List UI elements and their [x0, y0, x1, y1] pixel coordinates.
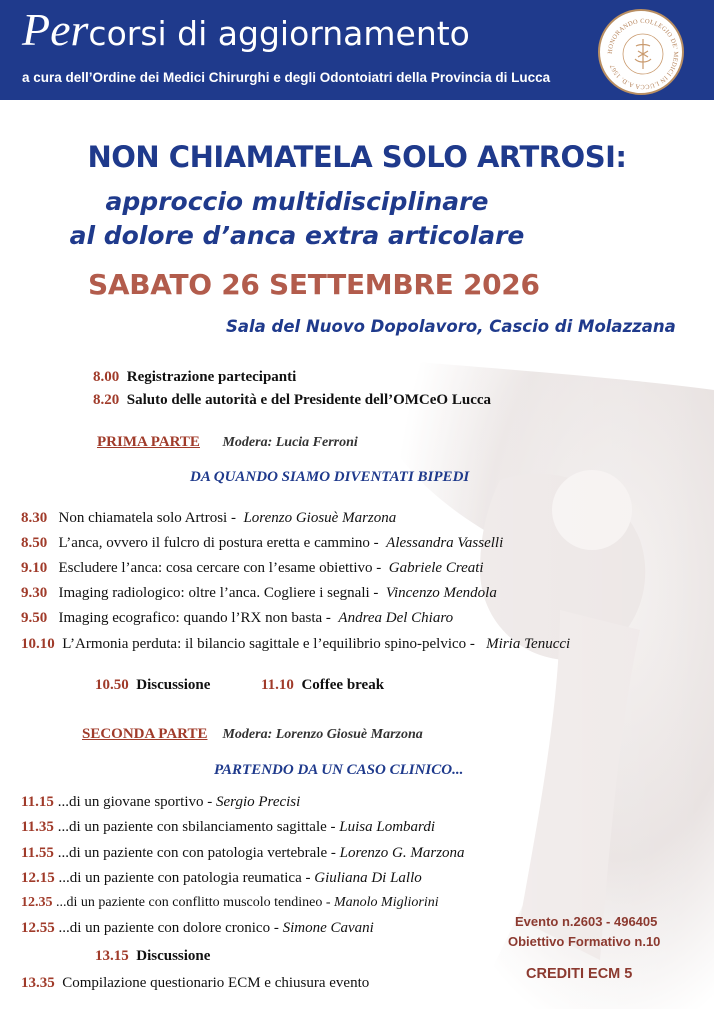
schedule-row	[21, 535, 503, 552]
schedule-row	[21, 845, 465, 862]
schedule-text: ...di un paziente con dolore cronico -	[58, 920, 279, 936]
college-seal-logo	[598, 9, 684, 95]
part2-moderator: Modera: Lorenzo Giosuè Marzona	[222, 727, 423, 742]
seal-text: HONORANDO COLLEGIO DE' MEDICI IN LUCCA A.D. 1567	[606, 17, 680, 91]
part1-heading: DA QUANDO SIAMO DIVENTATI BIPEDI	[190, 469, 470, 485]
schedule-row	[21, 510, 396, 527]
schedule-speaker: Vincenzo Mendola	[385, 585, 497, 601]
intro-time: 8.00	[93, 369, 120, 385]
schedule-time: 11.55	[21, 845, 54, 861]
schedule-row	[21, 895, 439, 911]
schedule-text: Escludere l’anca: cosa cercare con l’esame obiettivo -	[58, 560, 382, 576]
event-venue: Sala del Nuovo Dopolavoro, Cascio di Molazzana	[226, 317, 676, 336]
break-row	[261, 677, 384, 694]
schedule-text: Imaging radiologico: oltre l’anca. Cogliere i segnali -	[58, 585, 379, 601]
schedule-text: Imaging ecografico: quando l’RX non basta -	[58, 610, 331, 626]
schedule-text: L’Armonia perduta: il bilancio sagittale e l’equilibrio spino-pelvico -	[62, 636, 475, 652]
discussion-time: 13.15	[95, 948, 129, 964]
break-time: 10.50	[95, 677, 129, 693]
schedule-speaker: Gabriele Creati	[388, 560, 484, 576]
break-text: Coffee break	[301, 677, 385, 693]
discussion-text: Discussione	[136, 948, 211, 964]
event-date: SABATO 26 SETTEMBRE 2026	[88, 268, 540, 301]
break-row	[95, 677, 210, 694]
schedule-text: Non chiamatela solo Artrosi -	[58, 510, 236, 526]
intro-time: 8.20	[93, 392, 120, 408]
schedule-speaker: Miria Tenucci	[486, 636, 571, 652]
brand-title-initial: Per	[22, 4, 89, 55]
schedule-speaker: Luisa Lombardi	[339, 819, 435, 835]
event-subtitle-line1: approccio multidisciplinare	[105, 187, 489, 216]
closing-text: Compilazione questionario ECM e chiusura evento	[62, 975, 370, 991]
closing-time: 13.35	[21, 975, 55, 991]
schedule-speaker: Simone Cavani	[282, 920, 374, 936]
schedule-time: 8.50	[21, 535, 48, 551]
intro-item	[93, 392, 491, 409]
schedule-text: ...di un paziente con patologia reumatica -	[58, 870, 311, 886]
ecm-objective: Obiettivo Formativo n.10	[508, 934, 661, 949]
seal-ring-icon	[600, 11, 686, 97]
schedule-time: 9.10	[21, 560, 48, 576]
part2-header	[82, 726, 423, 743]
schedule-row	[21, 560, 484, 577]
intro-text: Saluto delle autorità e del Presidente dell’OMCeO Lucca	[126, 392, 492, 408]
schedule-speaker: Giuliana Di Lallo	[314, 870, 422, 886]
closing-row	[21, 975, 369, 992]
schedule-row	[21, 636, 570, 653]
schedule-text: ...di un paziente con con patologia vertebrale -	[57, 845, 336, 861]
schedule-time: 8.30	[21, 510, 48, 526]
schedule-text: L’anca, ovvero il fulcro di postura eretta e cammino -	[58, 535, 379, 551]
schedule-row	[21, 819, 435, 836]
part2-label: SECONDA PARTE	[82, 726, 208, 742]
schedule-time: 12.55	[21, 920, 55, 936]
schedule-time: 12.15	[21, 870, 55, 886]
schedule-speaker: Lorenzo G. Marzona	[339, 845, 465, 861]
schedule-time: 9.50	[21, 610, 48, 626]
schedule-time: 9.30	[21, 585, 48, 601]
ecm-credits: CREDITI ECM 5	[526, 966, 633, 982]
schedule-text: ...di un paziente con sbilanciamento sagittale -	[57, 819, 336, 835]
break-time: 11.10	[261, 677, 294, 693]
schedule-row	[21, 794, 300, 811]
brand-title	[22, 4, 470, 56]
part1-header	[97, 434, 358, 451]
schedule-time: 10.10	[21, 636, 55, 652]
part1-moderator: Modera: Lucia Ferroni	[222, 435, 358, 450]
event-subtitle-line2: al dolore d’anca extra articolare	[69, 221, 525, 250]
schedule-row	[21, 920, 374, 937]
discussion-row	[95, 948, 210, 965]
break-text: Discussione	[136, 677, 211, 693]
brand-subtitle: a cura dell’Ordine dei Medici Chirurghi e degli Odontoiatri della Provincia di Lucca	[22, 70, 551, 85]
schedule-speaker: Andrea Del Chiaro	[338, 610, 454, 626]
intro-text: Registrazione partecipanti	[126, 369, 297, 385]
schedule-row	[21, 585, 497, 602]
schedule-text: ...di un giovane sportivo -	[57, 794, 213, 810]
ecm-event-code: Evento n.2603 - 496405	[515, 914, 658, 929]
brand-title-rest: corsi di aggiornamento	[88, 14, 470, 53]
event-title: NON CHIAMATELA SOLO ARTROSI:	[87, 140, 627, 174]
schedule-row	[21, 610, 453, 627]
intro-item	[93, 369, 296, 386]
header-banner	[0, 0, 714, 100]
schedule-time: 12.35	[21, 895, 53, 910]
schedule-speaker: Lorenzo Giosuè Marzona	[243, 510, 397, 526]
event-subtitle	[0, 185, 654, 253]
schedule-speaker: Manolo Migliorini	[333, 895, 439, 910]
schedule-time: 11.15	[21, 794, 54, 810]
schedule-text: ...di un paziente con conflitto muscolo tendineo -	[56, 895, 331, 910]
schedule-speaker: Sergio Precisi	[216, 794, 301, 810]
part1-label: PRIMA PARTE	[97, 434, 200, 450]
part2-heading: PARTENDO DA UN CASO CLINICO...	[214, 762, 464, 778]
schedule-speaker: Alessandra Vasselli	[386, 535, 504, 551]
schedule-time: 11.35	[21, 819, 54, 835]
schedule-row	[21, 870, 422, 887]
